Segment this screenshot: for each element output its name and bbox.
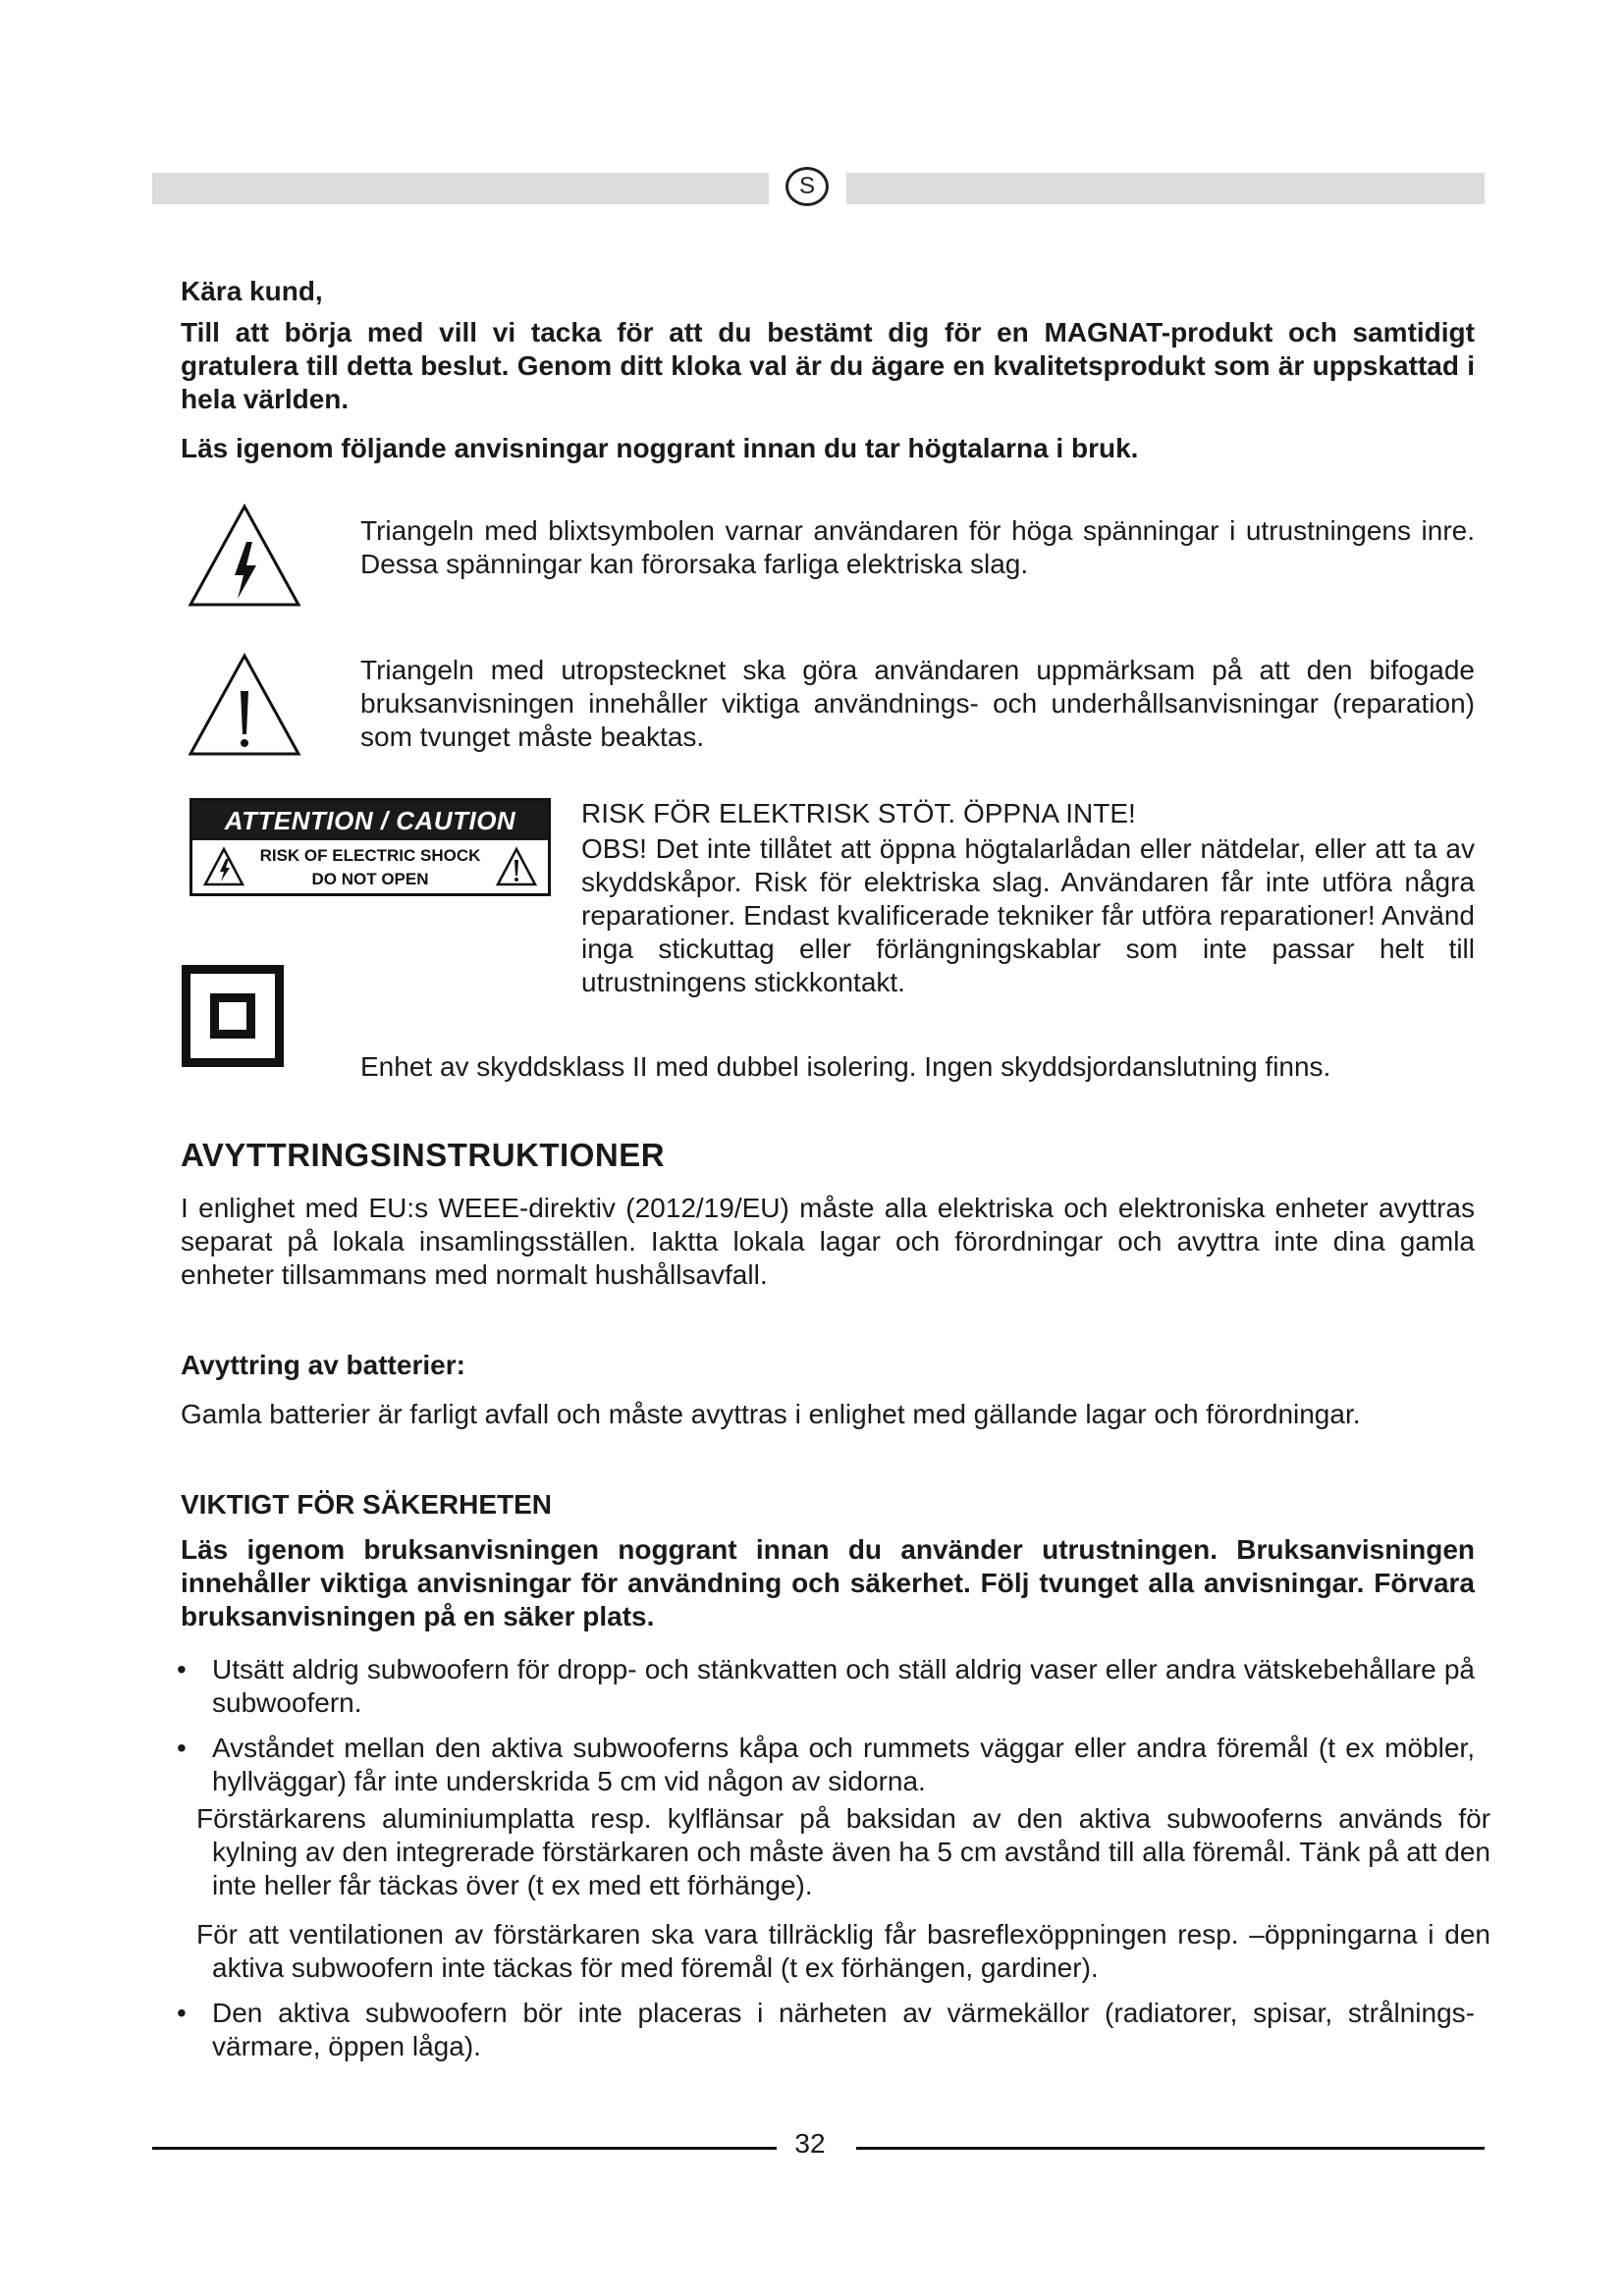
caution-lightning-icon	[202, 846, 245, 887]
caution-exclamation-icon	[495, 846, 538, 887]
battery-disposal-heading: Avyttring av batterier:	[181, 1350, 465, 1380]
class-ii-inner-square	[210, 993, 255, 1039]
safety-heading: VIKTIGT FÖR SÄKERHETEN	[181, 1489, 553, 1520]
safety-bullet-3: Den aktiva subwoofern bör inte placeras i närheten av värmekällor (radiatorer, spisar, strålningsvärmare, öppen låga).	[212, 1998, 1475, 2061]
page-number: 32	[794, 2128, 826, 2159]
greeting: Kära kund,	[181, 276, 323, 306]
exclamation-warning-icon	[185, 650, 304, 760]
safety-bullet-1: Utsätt aldrig subwoofern för dropp- och stänkvatten och ställ aldrig vaser eller andra vätskebehållare på subwoofern.	[212, 1654, 1475, 1718]
caution-label-title: ATTENTION / CAUTION	[192, 801, 548, 840]
lightning-warning-text: Triangeln med blixtsymbolen varnar användaren för höga spänningar i utrustningens inre. Dessa spänningar kan förorsaka farliga elektriska slag.	[360, 515, 1475, 579]
bullet-marker: •	[177, 1733, 187, 1763]
ventilation-paragraph: För att ventilationen av förstärkaren ska vara tillräcklig får basreflexöppningen resp. –öppningarna i den aktiva subwoofern inte täckas för med föremål (t ex förhängen, gardiner).	[196, 1919, 1490, 1983]
caution-label-line2: DO NOT OPEN	[311, 870, 429, 888]
bullet-marker: •	[177, 1654, 187, 1684]
footer-rule-left	[152, 2147, 777, 2150]
header-band-right	[846, 173, 1485, 204]
safety-intro: Läs igenom bruksanvisningen noggrant innan du använder utrustningen. Bruksanvisningen innehåller viktiga anvisningar för användning och säkerhet. Följ tvunget alla anvisningar. Förvara bruksanvisningen på en säker plats.	[181, 1534, 1475, 1631]
caution-label	[189, 798, 551, 896]
battery-disposal-text: Gamla batterier är farligt avfall och måste avyttras i enlighet med gällande lagar och förordningar.	[181, 1399, 1361, 1429]
language-badge: S	[785, 167, 829, 206]
header-band-left	[152, 173, 769, 204]
lightning-warning-icon	[185, 501, 304, 611]
disposal-text: I enlighet med EU:s WEEE-direktiv (2012/19/EU) måste alla elektriska och elektroniska enheter avyttras separat på lokala insamlingsställen. Iaktta lokala lagar och förordningar och avyttra inte dina gamla enheter tillsammans med normalt hushållsavfall.	[181, 1193, 1475, 1290]
heatsink-paragraph: Förstärkarens aluminiumplatta resp. kylflänsar på baksidan av den aktiva subwooferns används för kylning av den integrerade förstärkaren och måste även ha 5 cm avstånd till alla föremål. Tänk på att den inte heller får täckas över (t ex med ett förhänge).	[196, 1803, 1490, 1900]
caution-label-line1: RISK OF ELECTRIC SHOCK	[259, 846, 481, 865]
risk-text: OBS! Det inte tillåtet att öppna högtalarlådan eller nätdelar, eller att ta av skyddskåpor. Risk för elektriska slag. Användaren får inte utföra några reparationer. Endast kvalificerade tekniker får utföra reparationer! Använd inga stickuttag eller förlängningskablar som inte passar helt till utrustningens stickkontakt.	[581, 833, 1475, 997]
safety-bullet-2: Avståndet mellan den aktiva subwooferns kåpa och rummets väggar eller andra föremål (t ex möbler, hyllväggar) får inte underskrida 5 cm vid någon av sidorna.	[212, 1733, 1475, 1796]
footer-rule-right	[856, 2147, 1485, 2150]
exclamation-warning-text: Triangeln med utropstecknet ska göra användaren uppmärksam på att den bifogade bruksanvisningen innehåller viktiga användnings- och underhållsanvisningar (reparation) som tvunget måste beaktas.	[360, 655, 1475, 752]
bullet-marker: •	[177, 1998, 187, 2028]
read-instructions-note: Läs igenom följande anvisningar noggrant innan du tar högtalarna i bruk.	[181, 433, 1139, 463]
risk-title: RISK FÖR ELEKTRISK STÖT. ÖPPNA INTE!	[581, 798, 1136, 828]
disposal-heading: AVYTTRINGSINSTRUKTIONER	[181, 1137, 666, 1173]
intro-paragraph: Till att börja med vill vi tacka för att du bestämt dig för en MAGNAT-produkt och samtidigt gratulera till detta beslut. Genom ditt kloka val är du ägare en kvalitetsprodukt som är uppskattad i hela världen.	[181, 317, 1475, 414]
class-ii-text: Enhet av skyddsklass II med dubbel isolering. Ingen skyddsjordanslutning finns.	[360, 1051, 1331, 1082]
